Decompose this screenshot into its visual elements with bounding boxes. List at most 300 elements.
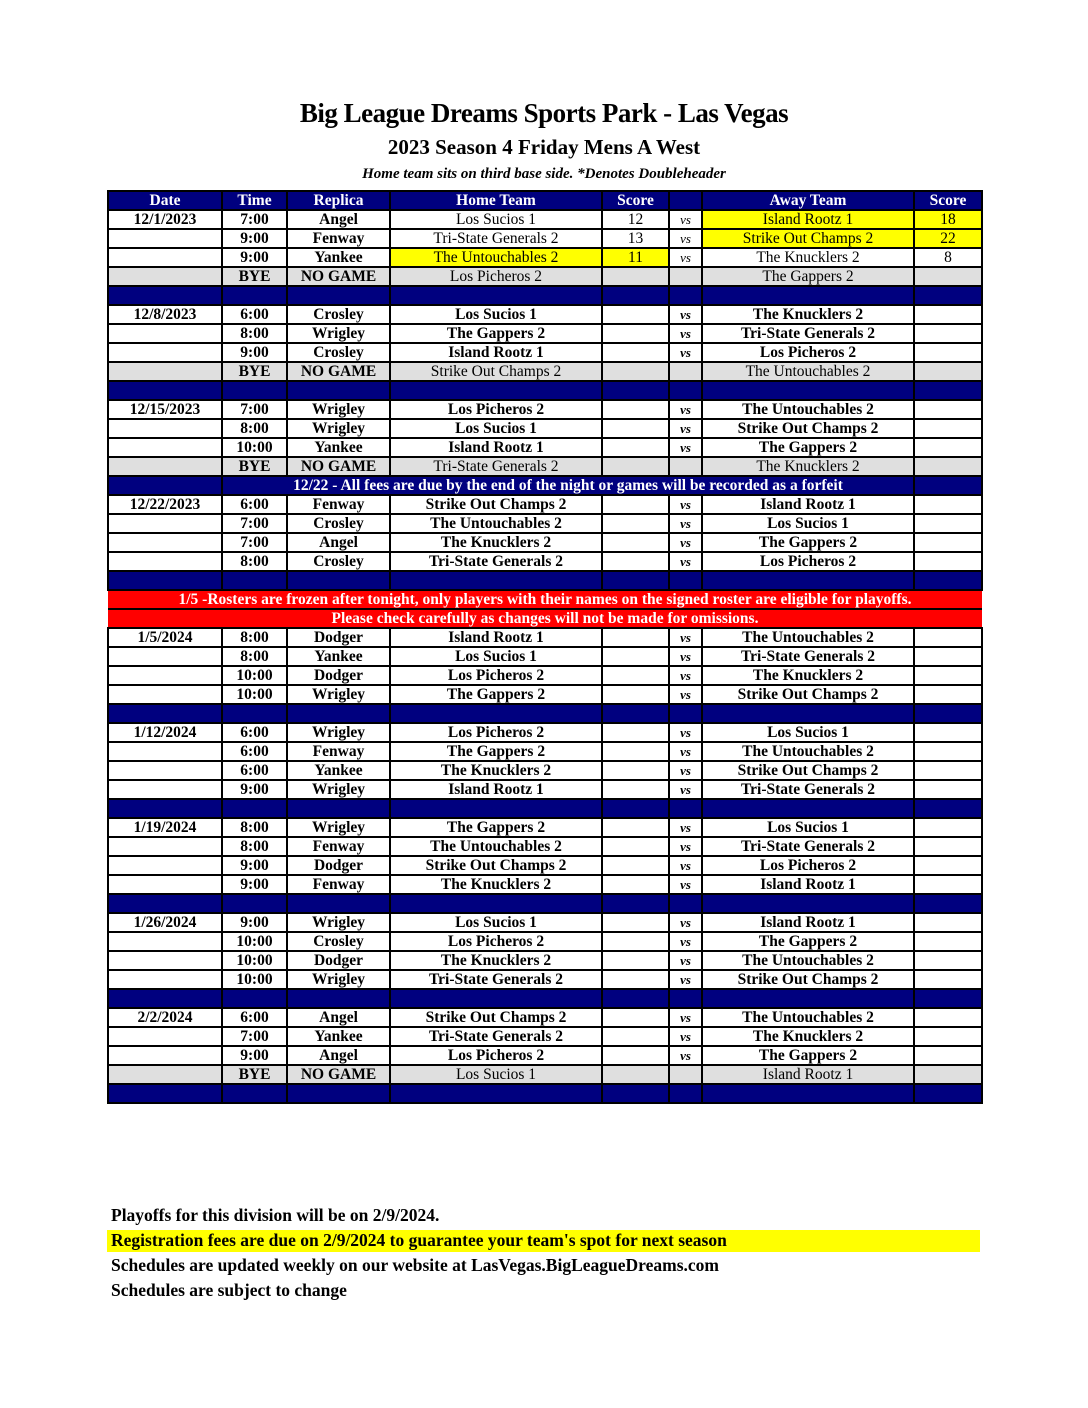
home-team-cell: Tri-State Generals 2 xyxy=(390,552,602,571)
vs-cell: vs xyxy=(669,1027,702,1046)
date-cell xyxy=(108,457,222,476)
replica-cell: Wrigley xyxy=(287,723,390,742)
replica-cell: Crosley xyxy=(287,552,390,571)
vs-cell: vs xyxy=(669,533,702,552)
replica-cell: NO GAME xyxy=(287,1065,390,1084)
roster-notice-row xyxy=(108,590,982,609)
time-cell: 7:00 xyxy=(222,533,287,552)
replica-cell: Angel xyxy=(287,1008,390,1027)
replica-cell: Fenway xyxy=(287,837,390,856)
separator-cell xyxy=(702,799,914,818)
separator-cell xyxy=(702,571,914,590)
time-cell: 9:00 xyxy=(222,248,287,267)
replica-cell: Fenway xyxy=(287,229,390,248)
away-team-cell: Los Picheros 2 xyxy=(702,552,914,571)
home-score-cell xyxy=(602,514,669,533)
vs-cell: vs xyxy=(669,666,702,685)
away-team-cell: The Knucklers 2 xyxy=(702,305,914,324)
separator-cell xyxy=(287,286,390,305)
away-team-cell: The Gappers 2 xyxy=(702,438,914,457)
away-team-cell: Strike Out Champs 2 xyxy=(702,229,914,248)
time-cell: 6:00 xyxy=(222,305,287,324)
game-row xyxy=(108,780,982,799)
date-cell xyxy=(108,514,222,533)
home-team-cell: Los Sucios 1 xyxy=(390,913,602,932)
date-cell: 12/15/2023 xyxy=(108,400,222,419)
away-team-cell: The Untouchables 2 xyxy=(702,362,914,381)
away-score-cell xyxy=(914,761,982,780)
home-score-cell xyxy=(602,324,669,343)
date-cell xyxy=(108,1046,222,1065)
vs-cell: vs xyxy=(669,818,702,837)
fees-notice: 12/22 - All fees are due by the end of the night or games will be recorded as a forfeit xyxy=(222,476,914,495)
home-team-cell: The Knucklers 2 xyxy=(390,875,602,894)
game-row xyxy=(108,1027,982,1046)
replica-cell: Dodger xyxy=(287,628,390,647)
week-separator xyxy=(108,989,982,1008)
separator-cell xyxy=(108,476,222,495)
time-cell: 10:00 xyxy=(222,666,287,685)
vs-cell: vs xyxy=(669,400,702,419)
replica-cell: Dodger xyxy=(287,666,390,685)
away-team-cell: Los Sucios 1 xyxy=(702,818,914,837)
away-team-cell: The Untouchables 2 xyxy=(702,1008,914,1027)
game-row xyxy=(108,951,982,970)
home-team-cell: Los Sucios 1 xyxy=(390,305,602,324)
home-team-cell: The Gappers 2 xyxy=(390,818,602,837)
column-header-time: Time xyxy=(222,191,287,210)
date-cell xyxy=(108,229,222,248)
home-team-cell: Strike Out Champs 2 xyxy=(390,856,602,875)
separator-cell xyxy=(390,1084,602,1103)
home-score-cell: 13 xyxy=(602,229,669,248)
home-score-cell xyxy=(602,343,669,362)
separator-cell xyxy=(669,286,702,305)
separator-cell xyxy=(287,704,390,723)
home-team-cell: Tri-State Generals 2 xyxy=(390,229,602,248)
separator-cell xyxy=(702,894,914,913)
away-team-cell: The Gappers 2 xyxy=(702,1046,914,1065)
vs-cell: vs xyxy=(669,856,702,875)
vs-cell: vs xyxy=(669,229,702,248)
replica-cell: Dodger xyxy=(287,951,390,970)
separator-cell xyxy=(108,286,222,305)
date-cell xyxy=(108,780,222,799)
home-team-cell: Tri-State Generals 2 xyxy=(390,1027,602,1046)
home-team-cell: Los Picheros 2 xyxy=(390,932,602,951)
away-score-cell xyxy=(914,1008,982,1027)
date-cell: 12/22/2023 xyxy=(108,495,222,514)
away-score-cell xyxy=(914,856,982,875)
replica-cell: NO GAME xyxy=(287,457,390,476)
separator-cell xyxy=(108,894,222,913)
time-cell: 10:00 xyxy=(222,951,287,970)
game-row xyxy=(108,1046,982,1065)
date-cell xyxy=(108,343,222,362)
away-team-cell: Los Sucios 1 xyxy=(702,723,914,742)
replica-cell: NO GAME xyxy=(287,267,390,286)
home-score-cell xyxy=(602,666,669,685)
separator-cell xyxy=(914,1084,982,1103)
home-score-cell xyxy=(602,305,669,324)
home-team-cell: Strike Out Champs 2 xyxy=(390,1008,602,1027)
replica-cell: Fenway xyxy=(287,875,390,894)
date-cell xyxy=(108,970,222,989)
away-team-cell: Island Rootz 1 xyxy=(702,913,914,932)
away-team-cell: The Knucklers 2 xyxy=(702,457,914,476)
game-row xyxy=(108,685,982,704)
separator-cell xyxy=(914,476,982,495)
time-cell: 6:00 xyxy=(222,495,287,514)
away-score-cell xyxy=(914,970,982,989)
playoffs-note: Playoffs for this division will be on 2/9/2024. xyxy=(111,1205,440,1225)
away-score-cell: 18 xyxy=(914,210,982,229)
separator-cell xyxy=(390,894,602,913)
vs-cell: vs xyxy=(669,685,702,704)
replica-cell: Wrigley xyxy=(287,913,390,932)
game-row xyxy=(108,875,982,894)
separator-cell xyxy=(222,704,287,723)
separator-cell xyxy=(914,571,982,590)
home-team-cell: The Untouchables 2 xyxy=(390,514,602,533)
separator-cell xyxy=(108,571,222,590)
separator-cell xyxy=(390,571,602,590)
home-score-cell xyxy=(602,761,669,780)
away-score-cell xyxy=(914,723,982,742)
schedule-table xyxy=(107,190,983,1104)
home-score-cell xyxy=(602,457,669,476)
home-team-cell: Los Sucios 1 xyxy=(390,210,602,229)
time-cell: 8:00 xyxy=(222,419,287,438)
separator-cell xyxy=(222,381,287,400)
column-header-home-score: Score xyxy=(602,191,669,210)
date-cell xyxy=(108,248,222,267)
away-team-cell: Tri-State Generals 2 xyxy=(702,780,914,799)
column-header-away-score: Score xyxy=(914,191,982,210)
vs-cell: vs xyxy=(669,552,702,571)
away-score-cell xyxy=(914,1065,982,1084)
away-team-cell: The Gappers 2 xyxy=(702,932,914,951)
game-row xyxy=(108,248,982,267)
vs-cell: vs xyxy=(669,419,702,438)
separator-cell xyxy=(669,704,702,723)
separator-cell xyxy=(669,989,702,1008)
home-team-cell: Los Sucios 1 xyxy=(390,1065,602,1084)
away-score-cell xyxy=(914,932,982,951)
roster-notice-row xyxy=(108,609,982,628)
away-score-cell xyxy=(914,818,982,837)
time-cell: 7:00 xyxy=(222,400,287,419)
separator-cell xyxy=(914,989,982,1008)
replica-cell: Crosley xyxy=(287,343,390,362)
home-score-cell xyxy=(602,438,669,457)
game-row xyxy=(108,856,982,875)
time-cell: BYE xyxy=(222,267,287,286)
replica-cell: Angel xyxy=(287,1046,390,1065)
game-row xyxy=(108,970,982,989)
time-cell: 10:00 xyxy=(222,970,287,989)
away-score-cell xyxy=(914,875,982,894)
away-team-cell: The Knucklers 2 xyxy=(702,1027,914,1046)
away-score-cell xyxy=(914,305,982,324)
replica-cell: Yankee xyxy=(287,761,390,780)
time-cell: 8:00 xyxy=(222,324,287,343)
replica-cell: Wrigley xyxy=(287,324,390,343)
away-score-cell xyxy=(914,495,982,514)
game-row xyxy=(108,400,982,419)
game-row xyxy=(108,419,982,438)
home-team-cell: Island Rootz 1 xyxy=(390,438,602,457)
separator-cell xyxy=(390,799,602,818)
vs-cell: vs xyxy=(669,913,702,932)
separator-cell xyxy=(602,286,669,305)
time-cell: BYE xyxy=(222,457,287,476)
home-score-cell xyxy=(602,267,669,286)
date-cell xyxy=(108,666,222,685)
vs-cell: vs xyxy=(669,248,702,267)
home-team-cell: Island Rootz 1 xyxy=(390,628,602,647)
home-score-cell xyxy=(602,723,669,742)
home-score-cell xyxy=(602,362,669,381)
date-cell: 1/5/2024 xyxy=(108,628,222,647)
replica-cell: Wrigley xyxy=(287,818,390,837)
bye-row xyxy=(108,267,982,286)
time-cell: BYE xyxy=(222,1065,287,1084)
week-separator xyxy=(108,286,982,305)
away-team-cell: Island Rootz 1 xyxy=(702,210,914,229)
separator-cell xyxy=(390,989,602,1008)
vs-cell xyxy=(669,267,702,286)
roster-notice: Please check carefully as changes will not be made for omissions. xyxy=(108,609,982,628)
separator-cell xyxy=(602,989,669,1008)
home-team-cell: The Gappers 2 xyxy=(390,685,602,704)
date-cell xyxy=(108,552,222,571)
separator-cell xyxy=(702,989,914,1008)
date-cell: 1/26/2024 xyxy=(108,913,222,932)
replica-cell: Wrigley xyxy=(287,780,390,799)
replica-cell: Crosley xyxy=(287,514,390,533)
away-score-cell xyxy=(914,362,982,381)
home-team-cell: Los Sucios 1 xyxy=(390,647,602,666)
table-header xyxy=(108,191,982,210)
week-separator xyxy=(108,1084,982,1103)
away-team-cell: The Knucklers 2 xyxy=(702,666,914,685)
game-row xyxy=(108,514,982,533)
registration-note: Registration fees are due on 2/9/2024 to guarantee your team's spot for next season xyxy=(111,1230,727,1250)
game-row xyxy=(108,324,982,343)
vs-cell: vs xyxy=(669,837,702,856)
vs-cell: vs xyxy=(669,970,702,989)
date-cell xyxy=(108,267,222,286)
separator-cell xyxy=(914,381,982,400)
home-team-cell: Island Rootz 1 xyxy=(390,343,602,362)
away-score-cell xyxy=(914,1027,982,1046)
replica-cell: Wrigley xyxy=(287,400,390,419)
game-row xyxy=(108,761,982,780)
separator-cell xyxy=(222,989,287,1008)
replica-cell: Crosley xyxy=(287,932,390,951)
column-header-vs xyxy=(669,191,702,210)
vs-cell: vs xyxy=(669,875,702,894)
replica-cell: Angel xyxy=(287,533,390,552)
date-cell xyxy=(108,1027,222,1046)
home-score-cell: 11 xyxy=(602,248,669,267)
away-score-cell xyxy=(914,951,982,970)
replica-cell: Wrigley xyxy=(287,685,390,704)
game-row xyxy=(108,552,982,571)
date-cell xyxy=(108,647,222,666)
away-score-cell xyxy=(914,438,982,457)
game-row xyxy=(108,742,982,761)
vs-cell: vs xyxy=(669,1008,702,1027)
time-cell: 9:00 xyxy=(222,229,287,248)
home-score-cell xyxy=(602,913,669,932)
separator-cell xyxy=(669,1084,702,1103)
separator-cell xyxy=(702,1084,914,1103)
home-team-cell: Strike Out Champs 2 xyxy=(390,495,602,514)
vs-cell: vs xyxy=(669,742,702,761)
game-row xyxy=(108,913,982,932)
home-team-cell: Los Picheros 2 xyxy=(390,723,602,742)
date-cell: 12/1/2023 xyxy=(108,210,222,229)
replica-cell: Fenway xyxy=(287,742,390,761)
separator-cell xyxy=(222,571,287,590)
home-score-cell xyxy=(602,780,669,799)
separator-cell xyxy=(287,894,390,913)
time-cell: BYE xyxy=(222,362,287,381)
replica-cell: Dodger xyxy=(287,856,390,875)
time-cell: 8:00 xyxy=(222,628,287,647)
date-cell xyxy=(108,856,222,875)
bye-row xyxy=(108,362,982,381)
column-header-replica: Replica xyxy=(287,191,390,210)
home-team-cell: Los Sucios 1 xyxy=(390,419,602,438)
separator-cell xyxy=(390,286,602,305)
time-cell: 9:00 xyxy=(222,780,287,799)
game-row xyxy=(108,438,982,457)
home-team-cell: Los Picheros 2 xyxy=(390,400,602,419)
away-team-cell: The Untouchables 2 xyxy=(702,400,914,419)
home-team-cell: The Gappers 2 xyxy=(390,742,602,761)
separator-cell xyxy=(702,704,914,723)
time-cell: 6:00 xyxy=(222,1008,287,1027)
replica-cell: Crosley xyxy=(287,305,390,324)
vs-cell: vs xyxy=(669,1046,702,1065)
time-cell: 8:00 xyxy=(222,837,287,856)
home-score-cell xyxy=(602,932,669,951)
separator-cell xyxy=(390,704,602,723)
game-row xyxy=(108,1008,982,1027)
column-header-date: Date xyxy=(108,191,222,210)
date-cell xyxy=(108,932,222,951)
game-row xyxy=(108,837,982,856)
home-team-cell: The Knucklers 2 xyxy=(390,761,602,780)
away-score-cell xyxy=(914,343,982,362)
vs-cell: vs xyxy=(669,438,702,457)
home-score-cell xyxy=(602,400,669,419)
home-team-cell: Los Picheros 2 xyxy=(390,1046,602,1065)
game-row xyxy=(108,495,982,514)
time-cell: 7:00 xyxy=(222,210,287,229)
vs-cell: vs xyxy=(669,514,702,533)
game-row xyxy=(108,628,982,647)
away-score-cell: 8 xyxy=(914,248,982,267)
home-team-cell: Los Picheros 2 xyxy=(390,666,602,685)
home-score-cell xyxy=(602,647,669,666)
separator-cell xyxy=(914,894,982,913)
time-cell: 6:00 xyxy=(222,742,287,761)
home-score-cell xyxy=(602,875,669,894)
week-separator xyxy=(108,894,982,913)
away-score-cell xyxy=(914,742,982,761)
vs-cell xyxy=(669,1065,702,1084)
replica-cell: Yankee xyxy=(287,647,390,666)
time-cell: 6:00 xyxy=(222,761,287,780)
home-score-cell xyxy=(602,628,669,647)
separator-cell xyxy=(669,894,702,913)
vs-cell: vs xyxy=(669,761,702,780)
date-cell xyxy=(108,324,222,343)
separator-cell xyxy=(669,799,702,818)
separator-cell xyxy=(602,1084,669,1103)
separator-cell xyxy=(108,799,222,818)
home-team-cell: Island Rootz 1 xyxy=(390,780,602,799)
away-team-cell: Strike Out Champs 2 xyxy=(702,419,914,438)
away-team-cell: The Untouchables 2 xyxy=(702,742,914,761)
separator-cell xyxy=(287,571,390,590)
home-score-cell xyxy=(602,419,669,438)
away-score-cell xyxy=(914,457,982,476)
away-score-cell xyxy=(914,685,982,704)
vs-cell: vs xyxy=(669,305,702,324)
home-score-cell xyxy=(602,970,669,989)
home-score-cell: 12 xyxy=(602,210,669,229)
vs-cell: vs xyxy=(669,495,702,514)
away-score-cell xyxy=(914,533,982,552)
game-row xyxy=(108,647,982,666)
away-team-cell: Los Picheros 2 xyxy=(702,856,914,875)
away-team-cell: Island Rootz 1 xyxy=(702,495,914,514)
home-score-cell xyxy=(602,552,669,571)
time-cell: 10:00 xyxy=(222,438,287,457)
date-cell xyxy=(108,837,222,856)
week-separator xyxy=(108,571,982,590)
away-team-cell: Los Sucios 1 xyxy=(702,514,914,533)
away-score-cell xyxy=(914,1046,982,1065)
separator-cell xyxy=(669,571,702,590)
website-note: Schedules are updated weekly on our website at LasVegas.BigLeagueDreams.com xyxy=(111,1255,719,1275)
home-score-cell xyxy=(602,1065,669,1084)
away-team-cell: The Untouchables 2 xyxy=(702,628,914,647)
separator-cell xyxy=(108,704,222,723)
date-cell xyxy=(108,362,222,381)
away-team-cell: Tri-State Generals 2 xyxy=(702,837,914,856)
home-score-cell xyxy=(602,818,669,837)
column-header-away-team: Away Team xyxy=(702,191,914,210)
game-row xyxy=(108,666,982,685)
away-score-cell xyxy=(914,666,982,685)
column-header-home-team: Home Team xyxy=(390,191,602,210)
time-cell: 9:00 xyxy=(222,875,287,894)
separator-cell xyxy=(287,799,390,818)
away-team-cell: The Knucklers 2 xyxy=(702,248,914,267)
time-cell: 9:00 xyxy=(222,343,287,362)
away-team-cell: Tri-State Generals 2 xyxy=(702,647,914,666)
bye-row xyxy=(108,457,982,476)
away-score-cell xyxy=(914,267,982,286)
home-score-cell xyxy=(602,1027,669,1046)
separator-cell xyxy=(914,286,982,305)
